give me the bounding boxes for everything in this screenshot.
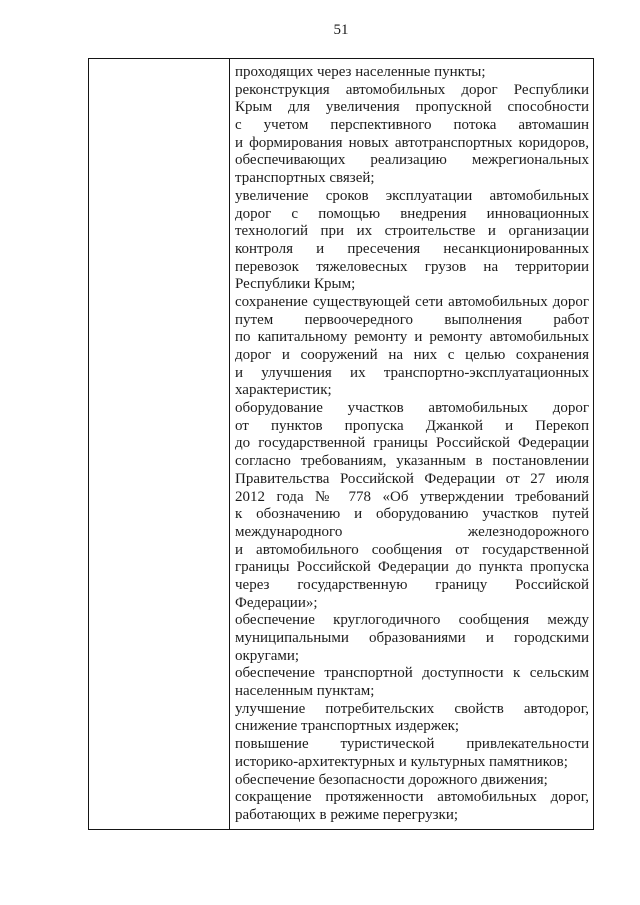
text-line: обеспечение безопасности дорожного движения; <box>235 771 548 788</box>
text-line: через государственную границу Российской <box>235 576 589 593</box>
text-line: сохранение существующей сети автомобильных дорог <box>235 293 589 310</box>
text-line: путем первоочередного выполнения работ <box>235 311 589 328</box>
text-line: границы Российской Федерации до пункта пропуска <box>235 559 589 576</box>
text-line: согласно требованиям, указанным в постановлении <box>235 453 589 470</box>
list-item <box>235 665 589 700</box>
text-line: реконструкция автомобильных дорог Республики <box>235 81 589 98</box>
list-item <box>235 736 589 771</box>
list-item <box>235 82 589 188</box>
text-line: от пунктов пропуска Джанкой и Перекоп <box>235 417 589 434</box>
text-line: характеристик; <box>235 382 332 399</box>
list-item <box>235 772 589 790</box>
text-line: историко-архитектурных и культурных памятников; <box>235 753 568 770</box>
text-line: 2012 года № 778 «Об утверждении требований <box>235 488 589 505</box>
text-line: снижение транспортных издержек; <box>235 718 460 735</box>
text-line: транспортных связей; <box>235 170 375 187</box>
text-line: международного железнодорожного <box>235 523 589 540</box>
text-line: оборудование участков автомобильных дорог <box>235 400 589 417</box>
table-cell-right <box>230 59 593 829</box>
list-item <box>235 188 589 294</box>
text-line: с учетом перспективного потока автомашин <box>235 117 589 134</box>
list-item <box>235 612 589 665</box>
text-line: населенным пунктам; <box>235 683 375 700</box>
text-line: дорог и сооружений на них с целью сохранения <box>235 347 589 363</box>
text-line: увеличение сроков эксплуатации автомобильных <box>235 187 589 204</box>
page-number: 51 <box>333 22 349 38</box>
text-line: сокращение протяженности автомобильных дорог, <box>235 789 589 806</box>
text-line: работающих в режиме перегрузки; <box>235 806 459 823</box>
list-item <box>235 294 589 400</box>
text-line: округами; <box>235 647 300 664</box>
text-line: контроля и пресечения несанкционированных <box>235 240 589 257</box>
text-line: повышение туристической привлекательности <box>235 736 589 753</box>
text-line: обеспечение круглогодичного сообщения между <box>235 612 589 629</box>
document-table <box>88 58 594 830</box>
list-item <box>235 789 589 824</box>
text-line: обеспечивающих реализацию межрегиональных <box>235 152 589 169</box>
text-line: перевозок тяжеловесных грузов на территории <box>235 258 589 275</box>
list-item <box>235 64 589 82</box>
text-line: обеспечение транспортной доступности к сельским <box>235 665 589 682</box>
text-line: дорог с помощью внедрения инновационных <box>235 205 589 222</box>
text-line: Республики Крым; <box>235 276 356 293</box>
text-line: Крым для увеличения пропускной способности <box>235 99 589 116</box>
text-line: и автомобильного сообщения от государственной <box>235 541 589 558</box>
text-line: по капитальному ремонту и ремонту автомобильных <box>235 329 589 346</box>
text-line: Правительства Российской Федерации от 27 июля <box>235 470 589 487</box>
text-line: до государственной границы Российской Федерации <box>235 435 589 452</box>
text-line: технологий при их строительстве и организации <box>235 223 589 240</box>
list-item <box>235 400 589 612</box>
table-cell-left <box>89 59 230 829</box>
text-line: к обозначению и оборудованию участков путей <box>235 506 589 523</box>
text-line: проходящих через населенные пункты; <box>235 64 486 80</box>
list-item <box>235 701 589 736</box>
text-line: Федерации»; <box>235 594 318 611</box>
text-line: муниципальными образованиями и городскими <box>235 630 589 646</box>
text-line: и улучшения их транспортно-эксплуатационных <box>235 364 589 381</box>
text-line: улучшение потребительских свойств автодорог, <box>235 700 589 717</box>
text-line: и формирования новых автотранспортных коридоров, <box>235 134 589 151</box>
